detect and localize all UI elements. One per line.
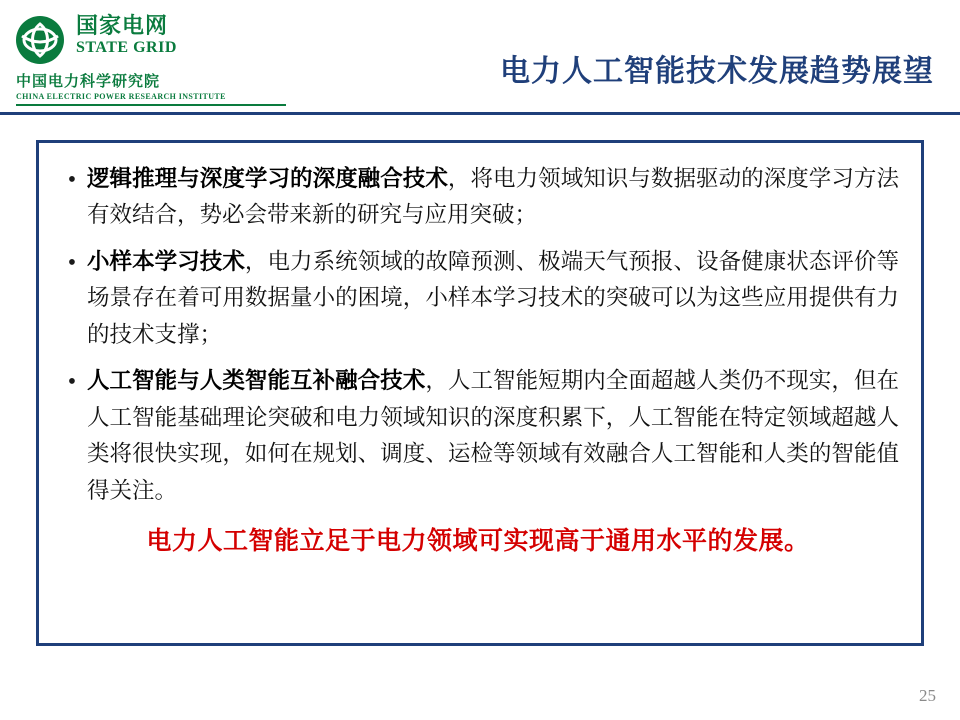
page-title: 电力人工智能技术发展趋势展望 [500, 55, 934, 88]
list-item [57, 363, 899, 509]
bullet-marker-icon: • [67, 249, 77, 276]
state-grid-logo-block [14, 14, 177, 66]
brand-name-cn: 国家电网 [76, 13, 169, 38]
bullet-marker-icon: • [67, 167, 77, 193]
institute-name-cn: 中国电力科学研究院 [16, 73, 161, 90]
conclusion-statement: 电力人工智能立足于电力领域可实现高于通用水平的发展。 [146, 526, 810, 555]
bullet-rest: ，将电力领域知识与数据驱动的深度学习方法有效结合，势必会带来新的研究与应用突破； [87, 166, 899, 228]
bullet-text [87, 244, 899, 353]
page-number: 25 [919, 686, 936, 705]
header-divider [0, 112, 960, 115]
list-item [57, 161, 899, 234]
state-grid-globe-logo-icon [14, 14, 66, 66]
institute-underline [16, 104, 286, 106]
bullet-marker-icon: • [67, 369, 77, 396]
bullet-text [87, 363, 899, 509]
bullet-text [87, 161, 899, 234]
bullet-lead: 逻辑推理与深度学习的深度融合技术 [87, 166, 448, 191]
bullet-rest: ，人工智能短期内全面超越人类仍不现实，但在人工智能基础理论突破和电力领域知识的深度积累下，人工智能在特定领域超越人类将很快实现，如何在规划、调度、运检等领域有效融合人工智能和人类的智能值得关注。 [87, 368, 899, 503]
list-item [57, 244, 899, 353]
bullet-list [57, 161, 899, 509]
institute-block [16, 74, 296, 106]
content-card [36, 140, 924, 646]
brand-text [76, 14, 177, 57]
bullet-rest: ，电力系统领域的故障预测、极端天气预报、设备健康状态评价等场景存在着可用数据量小的困境，小样本学习技术的突破可以为这些应用提供有力的技术支撑； [87, 248, 899, 347]
slide-header [0, 0, 960, 112]
brand-name-en: STATE GRID [76, 38, 177, 56]
bullet-lead: 人工智能与人类智能互补融合技术 [87, 368, 426, 394]
bullet-lead: 小样本学习技术 [87, 248, 245, 274]
institute-name-en: CHINA ELECTRIC POWER RESEARCH INSTITUTE [16, 91, 226, 101]
